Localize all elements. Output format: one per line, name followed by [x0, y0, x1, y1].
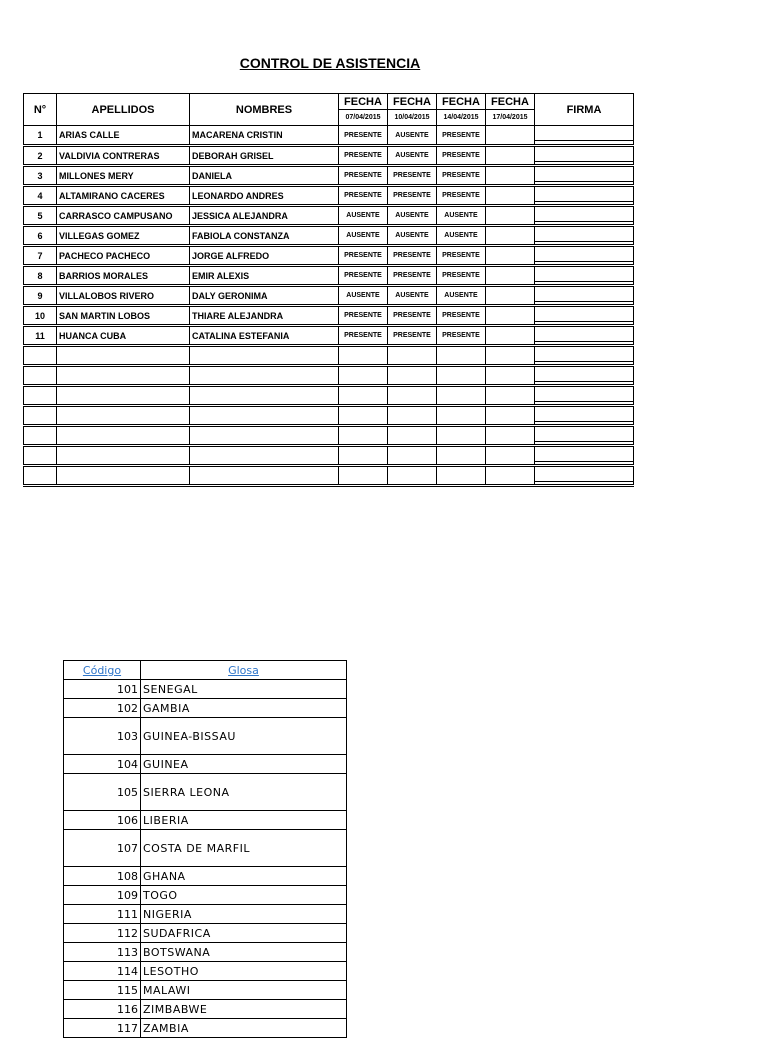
table-row — [24, 286, 634, 306]
row-nombres: EMIR ALEXIS — [190, 266, 339, 286]
glosa-cell: TOGO — [141, 886, 347, 905]
row-status-2: PRESENTE — [388, 306, 437, 326]
empty-cell — [57, 386, 190, 406]
empty-cell — [437, 386, 486, 406]
row-firma — [535, 126, 634, 146]
row-status-3: PRESENTE — [437, 186, 486, 206]
attendance-table — [23, 93, 634, 487]
row-apellidos: HUANCA CUBA — [57, 326, 190, 346]
empty-cell — [57, 346, 190, 366]
row-firma — [535, 306, 634, 326]
firma-line — [535, 435, 633, 442]
code-cell: 113 — [64, 943, 141, 962]
header-date-4: 17/04/2015 — [486, 110, 535, 126]
code-row — [64, 755, 347, 774]
row-status-1: PRESENTE — [339, 186, 388, 206]
row-firma — [535, 186, 634, 206]
table-row — [24, 266, 634, 286]
row-apellidos: VILLEGAS GOMEZ — [57, 226, 190, 246]
empty-cell — [388, 426, 437, 446]
empty-cell — [24, 366, 57, 386]
row-status-4 — [486, 186, 535, 206]
glosa-cell: GUINEA — [141, 755, 347, 774]
empty-cell — [486, 426, 535, 446]
table-row — [24, 206, 634, 226]
row-status-4 — [486, 286, 535, 306]
row-status-4 — [486, 226, 535, 246]
empty-cell — [437, 466, 486, 486]
row-number: 11 — [24, 326, 57, 346]
page-title: CONTROL DE ASISTENCIA — [239, 55, 421, 71]
firma-line — [535, 415, 633, 422]
firma-line — [535, 395, 633, 402]
row-apellidos: SAN MARTIN LOBOS — [57, 306, 190, 326]
header-apellidos: APELLIDOS — [57, 94, 190, 126]
table-row — [24, 226, 634, 246]
code-row — [64, 718, 347, 755]
glosa-cell: ZAMBIA — [141, 1019, 347, 1038]
empty-row — [24, 466, 634, 486]
row-firma — [535, 166, 634, 186]
header-glosa[interactable]: Glosa — [141, 661, 347, 680]
empty-cell — [24, 406, 57, 426]
row-apellidos: ALTAMIRANO CACERES — [57, 186, 190, 206]
empty-cell — [339, 406, 388, 426]
row-firma — [535, 226, 634, 246]
row-status-1: PRESENTE — [339, 246, 388, 266]
code-row — [64, 830, 347, 867]
attendance-body — [24, 126, 634, 486]
code-row — [64, 867, 347, 886]
code-row — [64, 811, 347, 830]
empty-firma — [535, 466, 634, 486]
empty-row — [24, 386, 634, 406]
country-codes-table — [63, 660, 347, 1038]
empty-cell — [339, 446, 388, 466]
row-status-1: PRESENTE — [339, 126, 388, 146]
row-status-2: AUSENTE — [388, 146, 437, 166]
row-number: 6 — [24, 226, 57, 246]
row-status-2: PRESENTE — [388, 266, 437, 286]
header-fecha-1: FECHA — [339, 94, 388, 110]
code-cell: 103 — [64, 718, 141, 755]
row-nombres: LEONARDO ANDRES — [190, 186, 339, 206]
empty-cell — [57, 446, 190, 466]
code-row — [64, 924, 347, 943]
empty-cell — [190, 446, 339, 466]
row-apellidos: BARRIOS MORALES — [57, 266, 190, 286]
empty-cell — [486, 366, 535, 386]
table-row — [24, 306, 634, 326]
code-cell: 106 — [64, 811, 141, 830]
header-fecha-3: FECHA — [437, 94, 486, 110]
glosa-cell: GHANA — [141, 867, 347, 886]
empty-cell — [486, 386, 535, 406]
row-number: 1 — [24, 126, 57, 146]
row-status-4 — [486, 306, 535, 326]
firma-line — [535, 375, 633, 382]
empty-cell — [388, 346, 437, 366]
header-codigo[interactable]: Código — [64, 661, 141, 680]
row-status-2: PRESENTE — [388, 246, 437, 266]
firma-line — [535, 255, 633, 262]
row-status-4 — [486, 166, 535, 186]
row-status-1: AUSENTE — [339, 226, 388, 246]
code-cell: 101 — [64, 680, 141, 699]
row-status-2: AUSENTE — [388, 286, 437, 306]
row-status-3: PRESENTE — [437, 146, 486, 166]
empty-firma — [535, 386, 634, 406]
row-nombres: DALY GERONIMA — [190, 286, 339, 306]
table-row — [24, 326, 634, 346]
row-number: 9 — [24, 286, 57, 306]
code-cell: 116 — [64, 1000, 141, 1019]
code-cell: 112 — [64, 924, 141, 943]
glosa-cell: BOTSWANA — [141, 943, 347, 962]
empty-cell — [57, 406, 190, 426]
row-status-2: PRESENTE — [388, 186, 437, 206]
header-date-3: 14/04/2015 — [437, 110, 486, 126]
code-row — [64, 774, 347, 811]
row-status-3: PRESENTE — [437, 126, 486, 146]
row-number: 2 — [24, 146, 57, 166]
empty-cell — [437, 366, 486, 386]
row-status-3: PRESENTE — [437, 246, 486, 266]
empty-cell — [486, 466, 535, 486]
empty-cell — [57, 466, 190, 486]
codes-body — [64, 680, 347, 1038]
empty-firma — [535, 446, 634, 466]
glosa-cell: MALAWI — [141, 981, 347, 1000]
row-status-1: PRESENTE — [339, 326, 388, 346]
row-number: 8 — [24, 266, 57, 286]
row-nombres: CATALINA ESTEFANIA — [190, 326, 339, 346]
header-fecha-4: FECHA — [486, 94, 535, 110]
empty-firma — [535, 426, 634, 446]
code-cell: 104 — [64, 755, 141, 774]
row-status-3: AUSENTE — [437, 226, 486, 246]
empty-row — [24, 406, 634, 426]
empty-cell — [24, 346, 57, 366]
firma-line — [535, 315, 633, 322]
empty-cell — [190, 406, 339, 426]
code-cell: 105 — [64, 774, 141, 811]
row-status-2: AUSENTE — [388, 126, 437, 146]
row-status-3: PRESENTE — [437, 326, 486, 346]
glosa-cell: SENEGAL — [141, 680, 347, 699]
table-row — [24, 126, 634, 146]
empty-cell — [24, 386, 57, 406]
firma-line — [535, 215, 633, 222]
firma-line — [535, 134, 633, 141]
firma-line — [535, 175, 633, 182]
firma-line — [535, 475, 633, 482]
row-status-4 — [486, 326, 535, 346]
firma-line — [535, 455, 633, 462]
empty-cell — [437, 446, 486, 466]
glosa-cell: COSTA DE MARFIL — [141, 830, 347, 867]
empty-row — [24, 366, 634, 386]
empty-firma — [535, 346, 634, 366]
header-firma: FIRMA — [535, 94, 634, 126]
glosa-cell: LIBERIA — [141, 811, 347, 830]
empty-cell — [190, 426, 339, 446]
empty-cell — [437, 406, 486, 426]
empty-cell — [190, 346, 339, 366]
row-status-4 — [486, 126, 535, 146]
code-row — [64, 981, 347, 1000]
row-firma — [535, 266, 634, 286]
firma-line — [535, 195, 633, 202]
row-status-1: PRESENTE — [339, 146, 388, 166]
row-number: 5 — [24, 206, 57, 226]
code-row — [64, 886, 347, 905]
glosa-cell: GUINEA-BISSAU — [141, 718, 347, 755]
empty-row — [24, 426, 634, 446]
row-firma — [535, 146, 634, 166]
empty-cell — [24, 466, 57, 486]
code-cell: 111 — [64, 905, 141, 924]
empty-cell — [24, 426, 57, 446]
code-row — [64, 943, 347, 962]
empty-cell — [339, 386, 388, 406]
empty-cell — [388, 366, 437, 386]
row-status-4 — [486, 146, 535, 166]
row-nombres: DANIELA — [190, 166, 339, 186]
empty-cell — [388, 406, 437, 426]
row-status-3: PRESENTE — [437, 166, 486, 186]
empty-row — [24, 446, 634, 466]
empty-cell — [437, 346, 486, 366]
header-fecha-2: FECHA — [388, 94, 437, 110]
row-apellidos: VALDIVIA CONTRERAS — [57, 146, 190, 166]
row-status-2: AUSENTE — [388, 206, 437, 226]
code-cell: 102 — [64, 699, 141, 718]
row-status-1: AUSENTE — [339, 286, 388, 306]
row-firma — [535, 326, 634, 346]
empty-cell — [388, 386, 437, 406]
row-nombres: DEBORAH GRISEL — [190, 146, 339, 166]
empty-cell — [388, 466, 437, 486]
row-status-4 — [486, 246, 535, 266]
code-cell: 109 — [64, 886, 141, 905]
code-row — [64, 1019, 347, 1038]
code-cell: 117 — [64, 1019, 141, 1038]
code-cell: 107 — [64, 830, 141, 867]
code-cell: 108 — [64, 867, 141, 886]
empty-cell — [24, 446, 57, 466]
glosa-cell: LESOTHO — [141, 962, 347, 981]
table-row — [24, 166, 634, 186]
code-row — [64, 1000, 347, 1019]
empty-cell — [486, 446, 535, 466]
row-number: 4 — [24, 186, 57, 206]
code-row — [64, 905, 347, 924]
row-apellidos: CARRASCO CAMPUSANO — [57, 206, 190, 226]
firma-line — [535, 295, 633, 302]
code-row — [64, 699, 347, 718]
empty-cell — [190, 386, 339, 406]
row-status-1: PRESENTE — [339, 306, 388, 326]
table-row — [24, 146, 634, 166]
firma-line — [535, 355, 633, 362]
row-status-4 — [486, 206, 535, 226]
empty-cell — [339, 346, 388, 366]
empty-cell — [437, 426, 486, 446]
code-cell: 115 — [64, 981, 141, 1000]
row-firma — [535, 286, 634, 306]
row-firma — [535, 246, 634, 266]
header-nombres: NOMBRES — [190, 94, 339, 126]
glosa-cell: SUDAFRICA — [141, 924, 347, 943]
row-status-3: AUSENTE — [437, 206, 486, 226]
code-cell: 114 — [64, 962, 141, 981]
row-apellidos: PACHECO PACHECO — [57, 246, 190, 266]
row-status-2: PRESENTE — [388, 326, 437, 346]
header-date-1: 07/04/2015 — [339, 110, 388, 126]
row-status-4 — [486, 266, 535, 286]
empty-row — [24, 346, 634, 366]
firma-line — [535, 155, 633, 162]
row-number: 3 — [24, 166, 57, 186]
row-apellidos: ARIAS CALLE — [57, 126, 190, 146]
row-nombres: THIARE ALEJANDRA — [190, 306, 339, 326]
row-number: 10 — [24, 306, 57, 326]
table-row — [24, 246, 634, 266]
firma-line — [535, 235, 633, 242]
glosa-cell: ZIMBABWE — [141, 1000, 347, 1019]
row-status-3: AUSENTE — [437, 286, 486, 306]
header-num: N° — [24, 94, 57, 126]
empty-cell — [486, 406, 535, 426]
row-apellidos: MILLONES MERY — [57, 166, 190, 186]
row-status-1: PRESENTE — [339, 266, 388, 286]
empty-cell — [190, 466, 339, 486]
row-nombres: FABIOLA CONSTANZA — [190, 226, 339, 246]
row-status-1: AUSENTE — [339, 206, 388, 226]
empty-cell — [388, 446, 437, 466]
empty-cell — [339, 426, 388, 446]
row-status-2: PRESENTE — [388, 166, 437, 186]
row-status-1: PRESENTE — [339, 166, 388, 186]
row-status-3: PRESENTE — [437, 306, 486, 326]
glosa-cell: GAMBIA — [141, 699, 347, 718]
glosa-cell: SIERRA LEONA — [141, 774, 347, 811]
row-firma — [535, 206, 634, 226]
row-nombres: MACARENA CRISTIN — [190, 126, 339, 146]
empty-firma — [535, 366, 634, 386]
row-number: 7 — [24, 246, 57, 266]
code-row — [64, 680, 347, 699]
header-date-2: 10/04/2015 — [388, 110, 437, 126]
row-nombres: JESSICA ALEJANDRA — [190, 206, 339, 226]
empty-cell — [339, 366, 388, 386]
firma-line — [535, 335, 633, 342]
empty-cell — [486, 346, 535, 366]
glosa-cell: NIGERIA — [141, 905, 347, 924]
empty-cell — [57, 426, 190, 446]
row-status-2: AUSENTE — [388, 226, 437, 246]
empty-cell — [57, 366, 190, 386]
empty-cell — [190, 366, 339, 386]
row-nombres: JORGE ALFREDO — [190, 246, 339, 266]
row-status-3: PRESENTE — [437, 266, 486, 286]
row-apellidos: VILLALOBOS RIVERO — [57, 286, 190, 306]
code-row — [64, 962, 347, 981]
table-row — [24, 186, 634, 206]
firma-line — [535, 275, 633, 282]
empty-cell — [339, 466, 388, 486]
empty-firma — [535, 406, 634, 426]
